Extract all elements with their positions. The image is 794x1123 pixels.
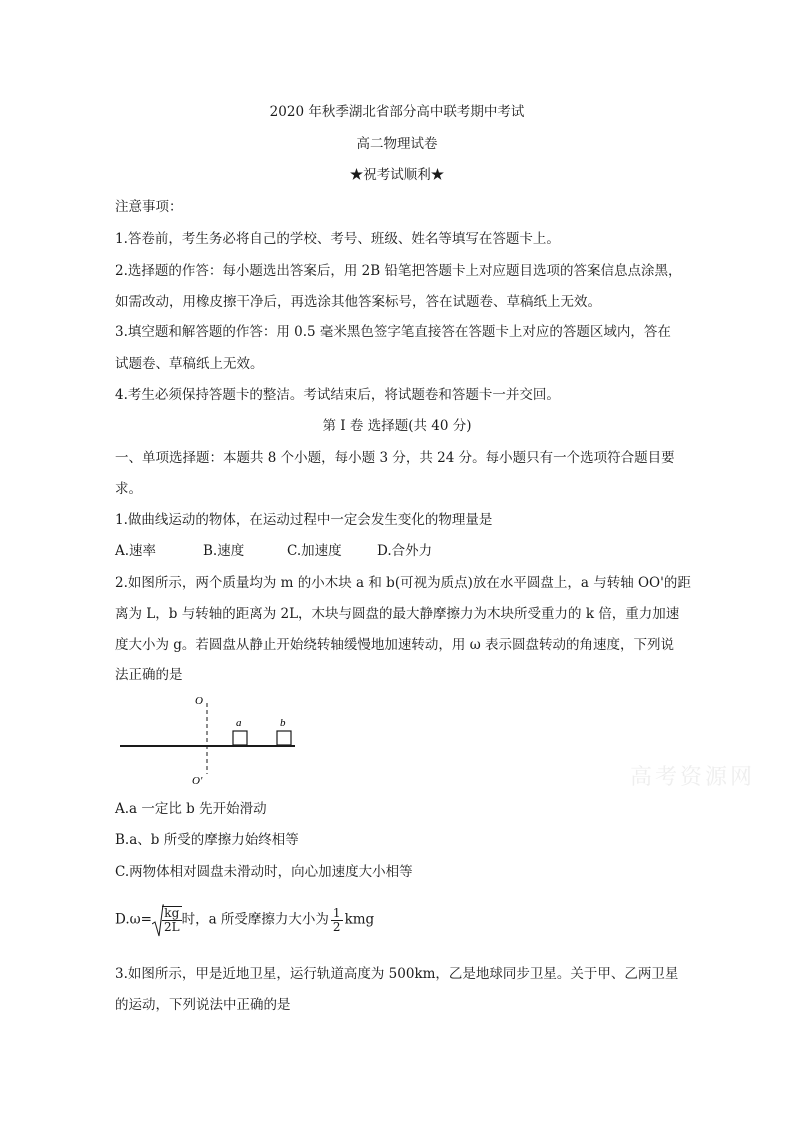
notice-item-3: 3.填空题和解答题的作答：用 0.5 毫米黑色签字笔直接答在答题卡上对应的答题区域内，答在 [115, 324, 671, 340]
notice-item-2: 2.选择题的作答：每小题选出答案后，用 2B 铅笔把答题卡上对应题目选项的答案信息点涂黑， [115, 263, 682, 279]
notice-item-3-cont: 试题卷、草稿纸上无效。 [115, 356, 264, 372]
axis-label-o-prime: O' [192, 775, 203, 787]
q1-option-a: A.速率 [115, 543, 157, 559]
question-2-line-2: 离为 L，b 与转轴的距离为 2L，木块与圆盘的最大静摩擦力为木块所受重力的 k 倍，重力加速 [115, 606, 680, 622]
notice-item-2-cont: 如需改动，用橡皮擦干净后，再选涂其他答案标号，答在试题卷、草稿纸上无效。 [115, 294, 601, 310]
block-b-label: b [280, 717, 286, 729]
block-a [233, 731, 247, 745]
notice-item-1: 1.答卷前，考生务必将自己的学校、考号、班级、姓名等填写在答题卡上。 [115, 231, 560, 247]
q2-option-c: C.两物体相对圆盘未滑动时，向心加速度大小相等 [115, 864, 413, 880]
section-instruction: 一、单项选择题：本题共 8 个小题，每小题 3 分，共 24 分。每小题只有一个选项符合题目要 [115, 450, 675, 466]
question-2-line-3: 度大小为 g。若圆盘从静止开始绕转轴缓慢地加速转动，用 ω 表示圆盘转动的角速度，下列说 [115, 637, 675, 653]
q1-option-b: B.速度 [203, 543, 245, 559]
disk-figure [115, 688, 305, 788]
q1-option-c: C.加速度 [287, 543, 342, 559]
q2-option-a: A.a 一定比 b 先开始滑动 [115, 801, 267, 817]
section-title: 第 I 卷 选择题(共 40 分) [322, 418, 472, 434]
radical-sign [152, 904, 164, 938]
q2-option-d-prefix: D.ω= [115, 911, 152, 928]
exam-subtitle: 高二物理试卷 [356, 136, 438, 152]
question-2-line-4: 法正确的是 [115, 667, 183, 683]
block-a-label: a [236, 717, 242, 729]
fraction-denominator: 2 [332, 919, 341, 934]
q2-option-d [115, 906, 374, 934]
question-3-line-2: 的运动，下列说法中正确的是 [115, 997, 291, 1013]
question-1-options [115, 542, 432, 560]
section-instruction-cont: 求。 [115, 481, 142, 497]
blessing-line: ★祝考试顺利★ [349, 167, 445, 183]
axis-label-o: O [195, 695, 203, 707]
notice-item-4: 4.考生必须保持答题卡的整洁。考试结束后，将试题卷和答题卡一并交回。 [115, 387, 560, 403]
question-3-line-1: 3.如图所示，甲是近地卫星，运行轨道高度为 500km，乙是地球同步卫星。关于甲、乙两卫星 [115, 966, 679, 982]
sqrt-expression [152, 906, 182, 934]
notice-heading: 注意事项： [115, 199, 183, 215]
fraction-numerator: 1 [332, 905, 341, 920]
sqrt-denominator: 2L [163, 920, 180, 934]
block-b [277, 731, 291, 745]
q2-option-d-suffix: kmg [344, 911, 375, 928]
q2-option-b: B.a、b 所受的摩擦力始终相等 [115, 832, 299, 848]
q1-option-d: D.合外力 [377, 543, 433, 559]
watermark: 高考资源网 [630, 765, 756, 790]
exam-title: 2020 年秋季湖北省部分高中联考期中考试 [269, 104, 525, 120]
question-1-stem: 1.做曲线运动的物体，在运动过程中一定会发生变化的物理量是 [115, 512, 493, 528]
question-2-line-1: 2.如图所示，两个质量均为 m 的小木块 a 和 b(可视为质点)放在水平圆盘上，a 与转轴 OO'的距 [115, 575, 691, 591]
q2-option-d-middle: 时，a 所受摩擦力大小为 [181, 911, 329, 928]
sqrt-numerator: kg [162, 907, 182, 921]
